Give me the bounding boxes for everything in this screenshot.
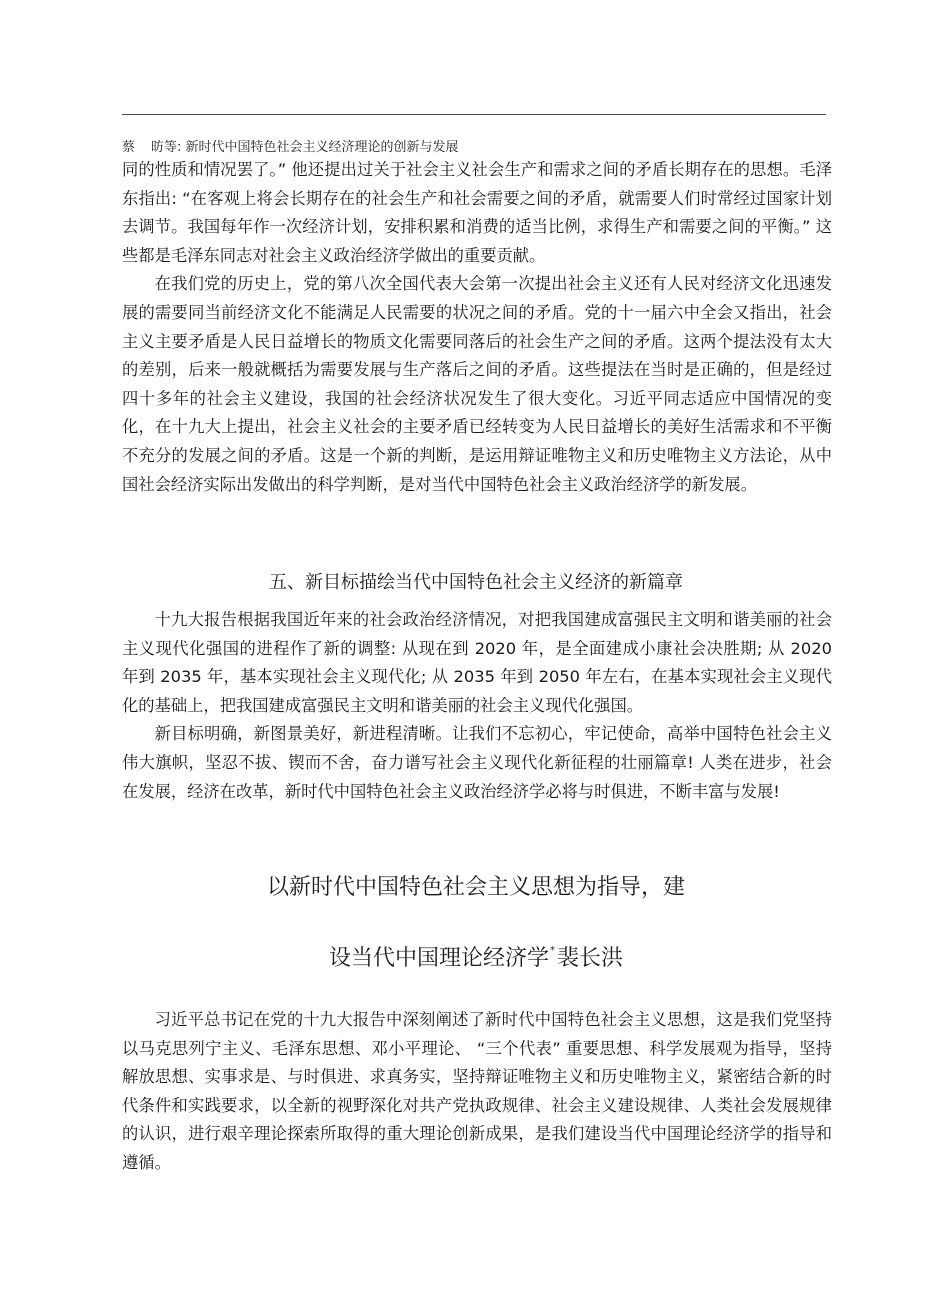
running-header [122, 139, 459, 157]
article-title-line-2 [122, 935, 830, 975]
paragraph: 在我们党的历史上，党的第八次全国代表大会第一次提出社会主义还有人民对经济文化迅速发展的需要同当前经济文化不能满足人民需要的状况之间的矛盾。党的十一届六中全会又指出，社会主义主要矛盾是人民日益增长的物质文化需要同落后的社会生产之间的矛盾。这两个提法没有太大的差别，后来一般就概括为需要发展与生产落后之间的矛盾。这些提法在当时是正确的，但是经过四十多年的社会主义建设，我国的社会经济状况发生了很大变化。习近平同志适应中国情况的变化，在十九大上提出，社会主义社会的主要矛盾已经转变为人民日益增长的美好生活需求和不平衡不充分的发展之间的矛盾。这是一个新的判断，是运用辩证唯物主义和历史唯物主义方法论，从中国社会经济实际出发做出的科学判断，是对当代中国特色社会主义政治经济学的新发展。 [122, 274, 832, 494]
paragraph: 同的性质和情况罢了。” 他还提出过关于社会主义社会生产和需求之间的矛盾长期存在的思想。毛泽东指出: “在客观上将会长期存在的社会生产和社会需要之间的矛盾，就需要人们时常经过国家计划去调节。我国每年作一次经济计划，安排积累和消费的适当比例，求得生产和需要之间的平衡。” 这些都是毛泽东同志对社会主义政治经济学做出的重要贡献。 [122, 160, 832, 265]
header-rule [122, 114, 826, 115]
article-title-text: 设当代中国理论经济学 [328, 946, 549, 971]
header-title: 昉等: 新时代中国特色社会主义经济理论的创新与发展 [151, 140, 459, 155]
paragraph: 新目标明确，新图景美好，新进程清晰。让我们不忘初心，牢记使命，高举中国特色社会主义伟大旗帜，坚忍不拔、锲而不舍，奋力谱写社会主义现代化新征程的壮丽篇章! 人类在进步，社会在发展，经济在改革，新时代中国特色社会主义政治经济学必将与时俱进，不断丰富与发展! [122, 724, 832, 801]
section-heading: 五、新目标描绘当代中国特色社会主义经济的新篇章 [269, 572, 683, 593]
paragraph: 十九大报告根据我国近年来的社会政治经济情况，对把我国建成富强民主文明和谐美丽的社会主义现代化强国的进程作了新的调整: 从现在到 2020 年，是全面建成小康社会决胜期; 从 2020 年到 2035 年，基本实现社会主义现代化; 从 2035 年到 2050 年左右，在基本实现社会主义现代化的基础上，把我国建成富强民主文明和谐美丽的社会主义现代化强国。 [122, 610, 832, 715]
section-five-body [122, 606, 832, 806]
title-footnote-mark[interactable]: * [550, 945, 555, 956]
next-article-body [122, 1006, 832, 1178]
header-author-surname: 蔡 [122, 140, 136, 155]
paragraph: 习近平总书记在党的十九大报告中深刻阐述了新时代中国特色社会主义思想，这是我们党坚持以马克思列宁主义、毛泽东思想、邓小平理论、 “三个代表” 重要思想、科学发展观为指导，坚持解放思想、实事求是、与时俱进、求真务实，坚持辩证唯物主义和历史唯物主义，紧密结合新的时代条件和实践要求，以全新的视野深化对共产党执政规律、社会主义建设规律、人类社会发展规律的认识，进行艰辛理论探索所取得的重大理论创新成果，是我们建设当代中国理论经济学的指导和遵循。 [122, 1010, 832, 1172]
continued-section-body [122, 156, 832, 499]
article-author: 裴长洪 [557, 946, 624, 971]
article-title-line-1: 以新时代中国特色社会主义思想为指导，建 [266, 875, 685, 900]
